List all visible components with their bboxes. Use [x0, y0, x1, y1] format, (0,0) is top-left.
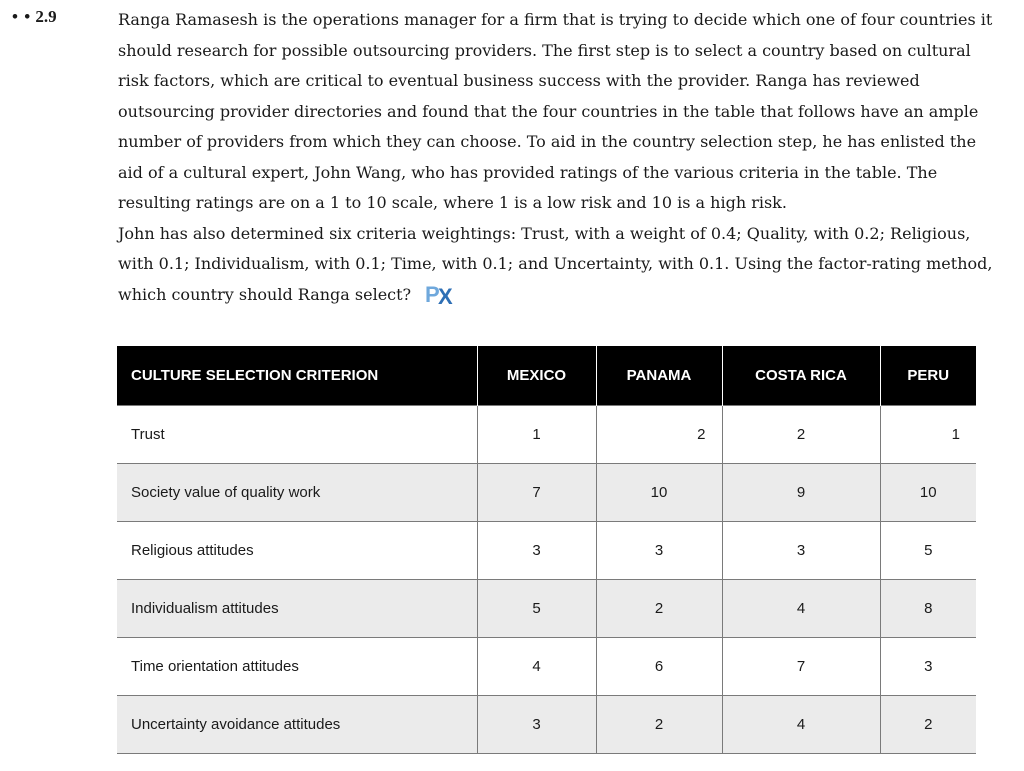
table-body	[117, 406, 976, 754]
panama-cell: 6	[596, 638, 722, 696]
criteria-table-container	[117, 346, 976, 754]
header-peru: PERU	[880, 346, 976, 406]
problem-number-label: 2.9	[35, 7, 57, 26]
px-icon[interactable]	[425, 282, 463, 317]
criterion-cell: Individualism attitudes	[117, 580, 477, 638]
peru-cell: 5	[880, 522, 976, 580]
costa-rica-cell: 3	[722, 522, 880, 580]
criterion-cell: Time orientation attitudes	[117, 638, 477, 696]
peru-cell: 2	[880, 696, 976, 754]
problem-number	[12, 7, 57, 27]
panama-cell: 2	[596, 696, 722, 754]
mexico-cell: 7	[477, 464, 596, 522]
peru-cell: 3	[880, 638, 976, 696]
table-header	[117, 346, 976, 406]
costa-rica-cell: 9	[722, 464, 880, 522]
costa-rica-cell: 4	[722, 696, 880, 754]
header-mexico: MEXICO	[477, 346, 596, 406]
header-criterion: CULTURE SELECTION CRITERION	[117, 346, 477, 406]
table-row	[117, 580, 976, 638]
problem-statement	[118, 5, 998, 316]
table-row	[117, 638, 976, 696]
mexico-cell: 3	[477, 522, 596, 580]
criterion-cell: Trust	[117, 406, 477, 464]
header-costa-rica: COSTA RICA	[722, 346, 880, 406]
mexico-cell: 3	[477, 696, 596, 754]
peru-cell: 8	[880, 580, 976, 638]
table-row	[117, 522, 976, 580]
peru-cell: 1	[880, 406, 976, 464]
problem-paragraph-2-text: John has also determined six criteria weightings: Trust, with a weight of 0.4; Quality, with 0.2; Religious, with 0.1; Individualism, with 0.1; Time, with 0.1; and Uncertainty, with 0.1. Using the factor-rating method, which country should Ranga select?	[118, 223, 993, 304]
peru-cell: 10	[880, 464, 976, 522]
px-icon-p: P	[425, 281, 440, 306]
costa-rica-cell: 7	[722, 638, 880, 696]
panama-cell: 2	[596, 406, 722, 464]
mexico-cell: 5	[477, 580, 596, 638]
table-row	[117, 464, 976, 522]
table-row	[117, 696, 976, 754]
costa-rica-cell: 2	[722, 406, 880, 464]
panama-cell: 3	[596, 522, 722, 580]
table-row	[117, 406, 976, 464]
criteria-table	[117, 346, 976, 754]
problem-paragraph-1: Ranga Ramasesh is the operations manager for a firm that is trying to decide which one of four countries it should research for possible outsourcing providers. The first step is to select a country based on cultural risk factors, which are critical to eventual business success with the provider. Ranga has reviewed outsourcing provider directories and found that the four countries in the table that follows have an ample number of providers from which they can choose. To aid in the country selection step, he has enlisted the aid of a cultural expert, John Wang, who has provided ratings of the various criteria in the table. The resulting ratings are on a 1 to 10 scale, where 1 is a low risk and 10 is a high risk.	[118, 10, 993, 212]
panama-cell: 10	[596, 464, 722, 522]
panama-cell: 2	[596, 580, 722, 638]
px-icon-graphic	[425, 282, 463, 306]
mexico-cell: 1	[477, 406, 596, 464]
criterion-cell: Uncertainty avoidance attitudes	[117, 696, 477, 754]
px-icon-x: X	[438, 283, 453, 306]
header-panama: PANAMA	[596, 346, 722, 406]
criterion-cell: Religious attitudes	[117, 522, 477, 580]
criterion-cell: Society value of quality work	[117, 464, 477, 522]
mexico-cell: 4	[477, 638, 596, 696]
problem-paragraph-2	[118, 219, 998, 317]
difficulty-dots: • •	[12, 7, 32, 26]
costa-rica-cell: 4	[722, 580, 880, 638]
